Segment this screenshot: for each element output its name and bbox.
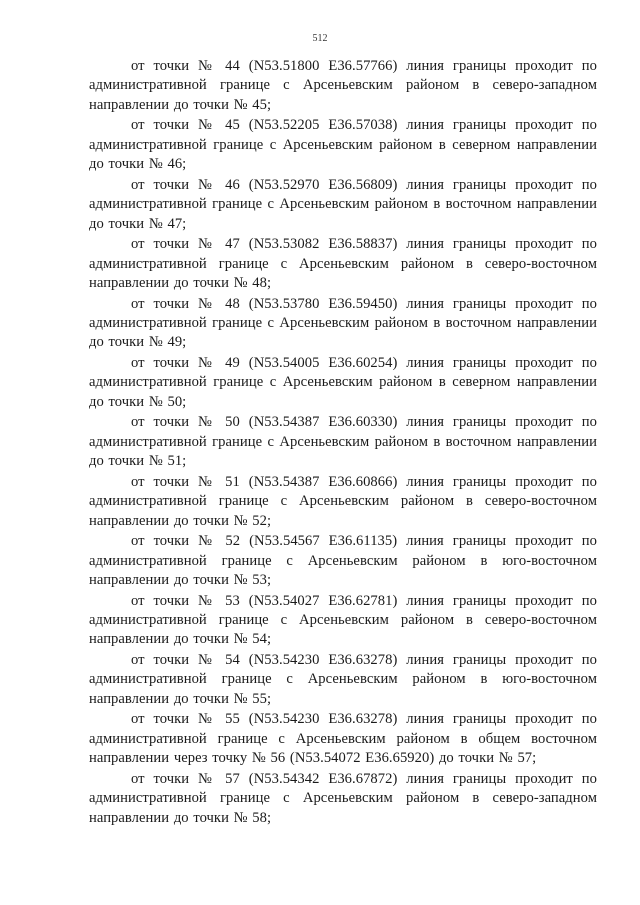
paragraph-point-53: от точки № 53 (N53.54027 E36.62781) линия границы проходит по административной границе с Арсеньевским районом в северо-восточном направлении до точки № 54; bbox=[89, 592, 597, 648]
paragraph-point-46: от точки № 46 (N53.52970 E36.56809) линия границы проходит по административной границе с Арсеньевским районом в восточном направлении до точки № 47; bbox=[89, 176, 597, 232]
paragraph-point-52: от точки № 52 (N53.54567 E36.61135) линия границы проходит по административной границе с Арсеньевским районом в юго-восточном направлении до точки № 53; bbox=[89, 533, 597, 589]
paragraph-point-55: от точки № 55 (N53.54230 E36.63278) линия границы проходит по административной границе с Арсеньевским районом в общем восточном направлении через точку № 56 (N53.54072 E36.65920) до точки № 57; bbox=[89, 711, 597, 767]
paragraph-point-44: от точки № 44 (N53.51800 E36.57766) линия границы проходит по административной границе с Арсеньевским районом в северо-западном направлении до точки № 45; bbox=[89, 58, 597, 113]
paragraph-point-47: от точки № 47 (N53.53082 E36.58837) линия границы проходит по административной границе с Арсеньевским районом в северо-восточном направлении до точки № 48; bbox=[89, 236, 597, 292]
paragraph-point-48: от точки № 48 (N53.53780 E36.59450) линия границы проходит по административной границе с Арсеньевским районом в восточном направлении до точки № 49; bbox=[89, 295, 597, 351]
paragraph-point-49: от точки № 49 (N53.54005 E36.60254) линия границы проходит по административной границе с Арсеньевским районом в северном направлении до точки № 50; bbox=[89, 355, 597, 410]
page-number: 512 bbox=[312, 33, 328, 44]
paragraph-point-50: от точки № 50 (N53.54387 E36.60330) линия границы проходит по административной границе с Арсеньевским районом в восточном направлении до точки № 51; bbox=[89, 414, 597, 470]
document-body bbox=[89, 57, 597, 829]
paragraph-point-45: от точки № 45 (N53.52205 E36.57038) линия границы проходит по административной границе с Арсеньевским районом в северном направлении до точки № 46; bbox=[89, 117, 597, 173]
paragraph-point-57: от точки № 57 (N53.54342 E36.67872) линия границы проходит по административной границе с Арсеньевским районом в северо-западном направлении до точки № 58; bbox=[89, 770, 597, 826]
paragraph-point-51: от точки № 51 (N53.54387 E36.60866) линия границы проходит по административной границе с Арсеньевским районом в северо-восточном направлении до точки № 52; bbox=[89, 473, 597, 529]
paragraph-point-54: от точки № 54 (N53.54230 E36.63278) линия границы проходит по административной границе с Арсеньевским районом в юго-восточном направлении до точки № 55; bbox=[89, 652, 597, 707]
